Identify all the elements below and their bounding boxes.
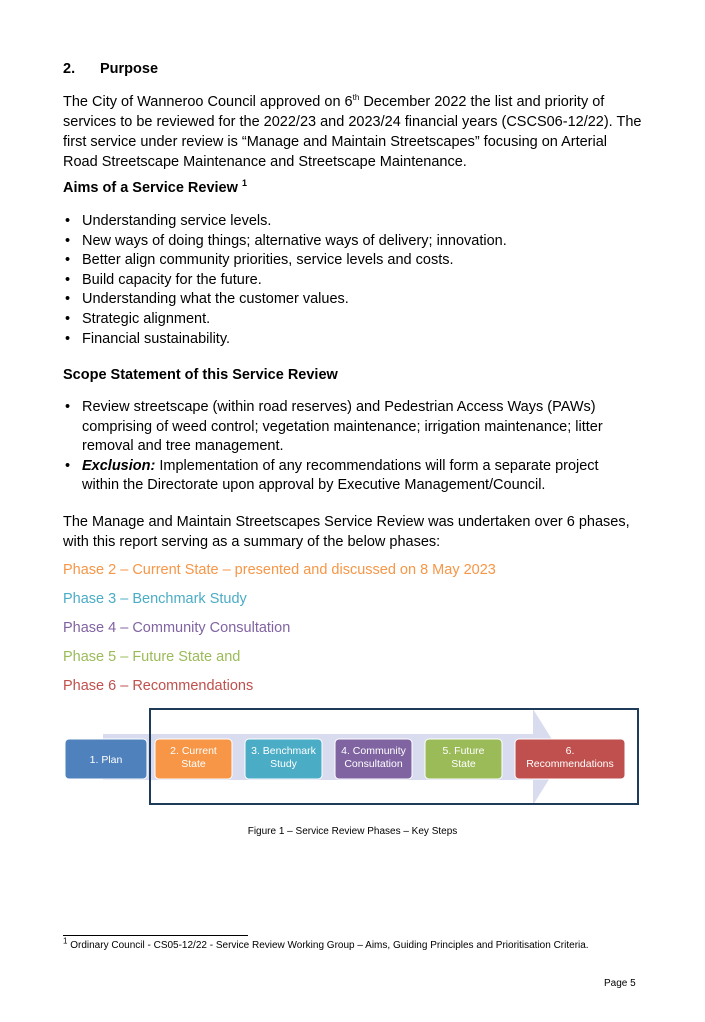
process-step-label: Study: [270, 758, 297, 770]
aims-item: • Better align community priorities, service levels and costs.: [63, 251, 653, 271]
process-step-label: State: [451, 758, 476, 770]
phase-line: Phase 6 – Recommendations: [63, 678, 254, 694]
process-step-label: 3. Benchmark: [251, 745, 316, 757]
process-step-label: State: [181, 758, 206, 770]
process-step: [335, 739, 412, 779]
aims-item: • Financial sustainability.: [63, 330, 653, 350]
phase-line: Phase 4 – Community Consultation: [63, 620, 291, 636]
intro-superscript: th: [352, 93, 360, 103]
phase-line: Phase 5 – Future State and: [63, 649, 241, 665]
process-step-label: Recommendations: [526, 758, 614, 770]
process-step-label: 2. Current: [170, 745, 217, 757]
process-step: [155, 739, 232, 779]
process-step-label: 5. Future: [442, 745, 485, 757]
aims-list: [63, 212, 653, 349]
process-step: [65, 739, 147, 779]
process-step: [245, 739, 322, 779]
process-step-label: Consultation: [344, 758, 403, 770]
footnote-rule: [63, 935, 248, 936]
process-diagram-svg: [63, 707, 643, 807]
section-title: Purpose: [100, 61, 159, 77]
intro-paragraph: [63, 92, 643, 172]
figure-caption: Figure 1 – Service Review Phases – Key Steps: [247, 826, 458, 837]
summary-paragraph: The Manage and Maintain Streetscapes Service Review was undertaken over 6 phases, with this report serving as a summary of the below phases:: [63, 514, 630, 550]
aims-item: • Understanding service levels.: [63, 212, 653, 232]
footnote: [63, 936, 589, 951]
process-step-label: 4. Community: [341, 745, 406, 757]
aims-item: • Build capacity for the future.: [63, 271, 653, 291]
scope-list: [63, 398, 623, 496]
footnote-number: 1: [63, 936, 68, 946]
scope-item: [63, 457, 623, 496]
aims-item: • Strategic alignment.: [63, 310, 653, 330]
aims-heading: [63, 180, 247, 196]
process-step-label: 1. Plan: [89, 754, 123, 766]
intro-text-part2: December 2022 the list and priority of services to be reviewed for the 2022/23 and 2023/24 financial years (CSCS06-12/22). The first service under review is “Manage and Maintain Streetscapes” focusing on Arterial Road Streetscape Maintenance and Streetscape Maintenance.: [63, 94, 642, 170]
exclusion-label: Exclusion:: [82, 457, 156, 474]
footnote-text: Ordinary Council - CS05-12/22 - Service Review Working Group – Aims, Guiding Principles and Prioritisation Criteria.: [67, 940, 589, 951]
page-number: Page 5: [604, 978, 636, 989]
aims-item: • New ways of doing things; alternative ways of delivery; innovation.: [63, 232, 653, 252]
section-heading: [63, 61, 158, 77]
intro-text-part1: The City of Wanneroo Council approved on 6: [63, 94, 353, 110]
exclusion-text: Implementation of any recommendations will form a separate project within the Directorate upon approval by Executive Management/Council.: [82, 457, 599, 493]
phase-line: Phase 2 – Current State – presented and discussed on 8 May 2023: [63, 562, 496, 578]
phase-line: Phase 3 – Benchmark Study: [63, 591, 247, 607]
process-step: [425, 739, 502, 779]
scope-heading: Scope Statement of this Service Review: [63, 367, 338, 383]
process-step: [515, 739, 625, 779]
aims-heading-text: Aims of a Service Review: [63, 180, 238, 196]
process-diagram: [63, 707, 643, 807]
process-step-label: 6.: [565, 745, 575, 757]
section-number: 2.: [63, 61, 76, 77]
aims-item: • Understanding what the customer values.: [63, 290, 653, 310]
aims-footnote-ref: 1: [241, 178, 247, 189]
scope-item: • Review streetscape (within road reserves) and Pedestrian Access Ways (PAWs) comprising of weed control; vegetation maintenance; irrigation maintenance; litter removal and tree management.: [63, 398, 623, 457]
